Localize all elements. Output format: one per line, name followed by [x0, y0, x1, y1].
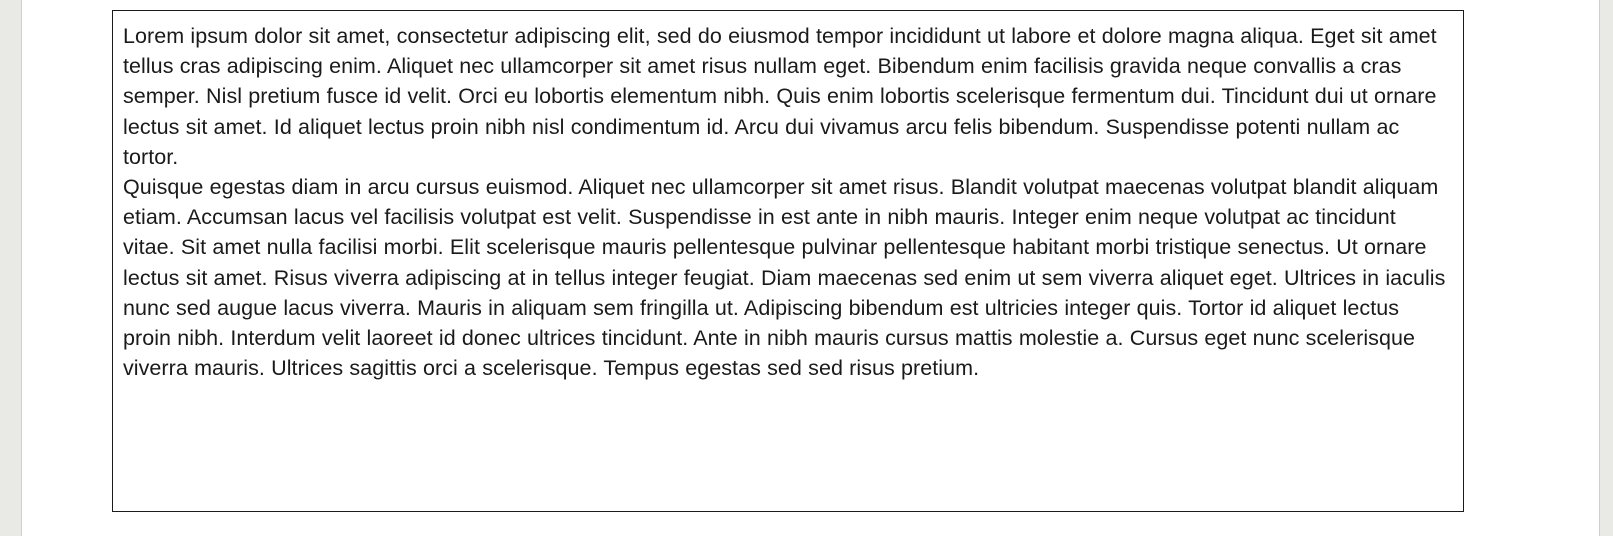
paragraph-1: Lorem ipsum dolor sit amet, consectetur adipiscing elit, sed do eiusmod tempor incididunt ut labore et dolore magna aliqua. Eget sit amet tellus cras adipiscing enim. Aliquet nec ullamcorper sit amet risus nullam eget. Bibendum enim facilisis gravida neque convallis a cras semper. Nisl pretium fusce id velit. Orci eu lobortis elementum nibh. Quis enim lobortis scelerisque fermentum dui. Tincidunt dui ut ornare lectus sit amet. Id aliquet lectus proin nibh nisl condimentum id. Arcu dui vivamus arcu felis bibendum. Suspendisse potenti nullam ac tortor.	[123, 24, 1437, 169]
left-margin-gutter	[0, 0, 22, 536]
right-margin-gutter	[1599, 0, 1613, 536]
paragraph-2: Quisque egestas diam in arcu cursus euismod. Aliquet nec ullamcorper sit amet risus. Blandit volutpat maecenas volutpat blandit aliquam etiam. Accumsan lacus vel facilisis volutpat est velit. Suspendisse in est ante in nibh mauris. Integer enim neque volutpat ac tincidunt vitae. Sit amet nulla facilisi morbi. Elit scelerisque mauris pellentesque pulvinar pellentesque habitant morbi tristique senectus. Ut ornare lectus sit amet. Risus viverra adipiscing at in tellus integer feugiat. Diam maecenas sed enim ut sem viverra aliquet eget. Ultrices in iaculis nunc sed augue lacus viverra. Mauris in aliquam sem fringilla ut. Adipiscing bibendum est ultricies integer quis. Tortor id aliquet lectus proin nibh. Interdum velit laoreet id donec ultrices tincidunt. Ante in nibh mauris cursus mattis molestie a. Cursus eget nunc scelerisque viverra mauris. Ultrices sagittis orci a scelerisque. Tempus egestas sed sed risus pretium.	[123, 175, 1446, 381]
text-frame[interactable]	[112, 10, 1464, 512]
